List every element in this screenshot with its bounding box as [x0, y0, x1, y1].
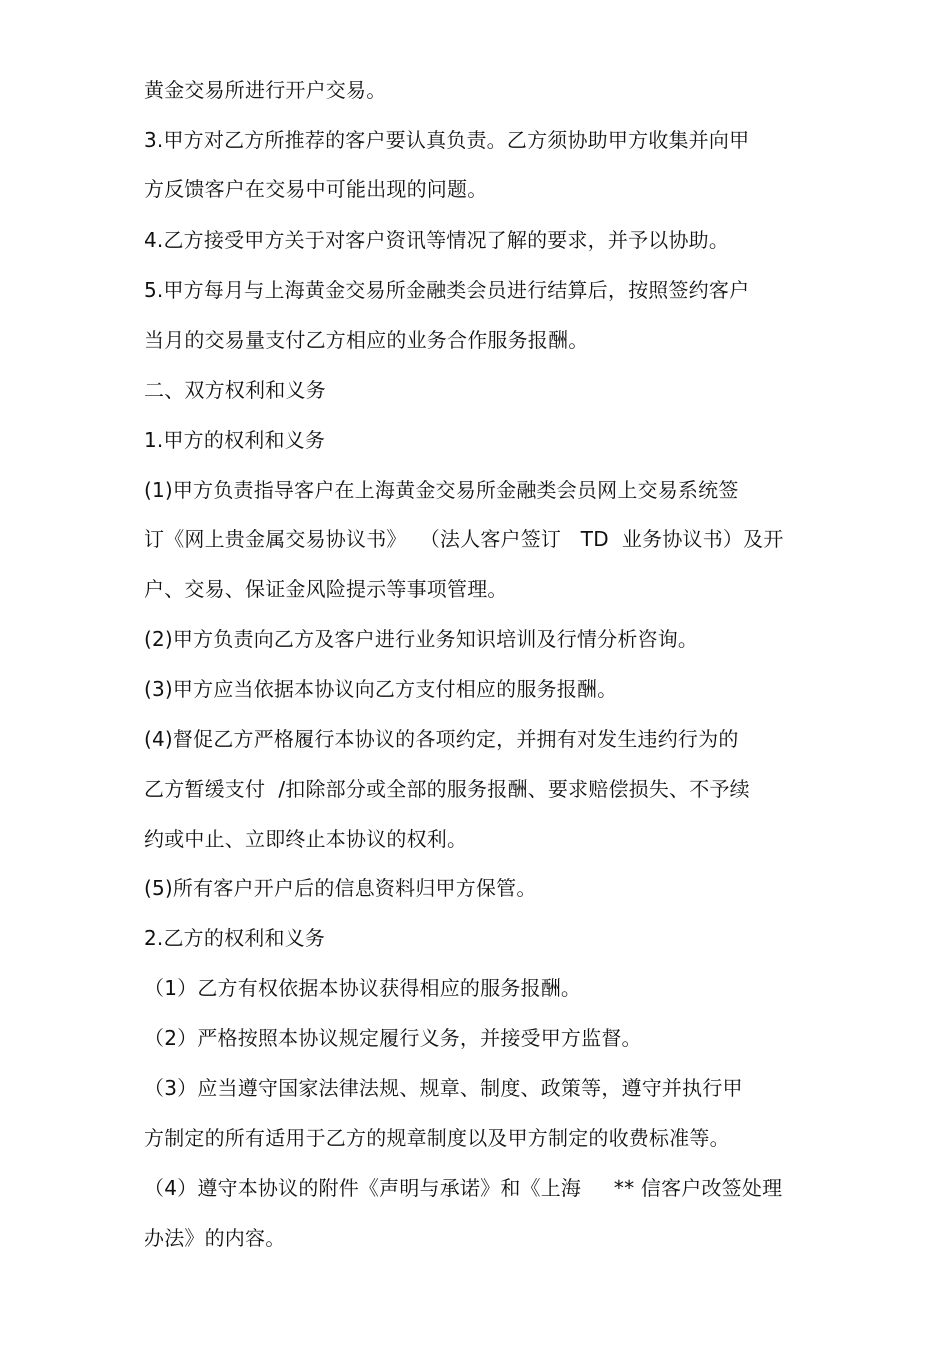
text-line: 黄金交易所进行开户交易。 — [144, 78, 387, 102]
text-line: 户、交易、保证金风险提示等事项管理。 — [144, 577, 508, 601]
text-line: (4)督促乙方严格履行本协议的各项约定，并拥有对发生违约行为的 — [144, 727, 739, 751]
text-line: (2)甲方负责向乙方及客户进行业务知识培训及行情分析咨询。 — [144, 627, 699, 651]
text-line: （1）乙方有权依据本协议获得相应的服务报酬。 — [144, 976, 582, 1000]
text-line: 4.乙方接受甲方关于对客户资讯等情况了解的要求，并予以协助。 — [144, 228, 730, 252]
text-line: （2）严格按照本协议规定履行义务，并接受甲方监督。 — [144, 1026, 642, 1050]
text-line: 5.甲方每月与上海黄金交易所金融类会员进行结算后，按照签约客户 — [144, 278, 750, 302]
text-line: （3）应当遵守国家法律法规、规章、制度、政策等，遵守并执行甲 — [144, 1076, 743, 1100]
subsection-heading: 1.甲方的权利和义务 — [144, 428, 326, 452]
text-line: 方反馈客户在交易中可能出现的问题。 — [144, 177, 488, 201]
text-line: (5)所有客户开户后的信息资料归甲方保管。 — [144, 876, 537, 900]
text-line: 约或中止、立即终止本协议的权利。 — [144, 827, 468, 851]
text-line: 办法》的内容。 — [144, 1226, 286, 1250]
section-heading: 二、双方权利和义务 — [144, 378, 326, 402]
text-line: （4）遵守本协议的附件《声明与承诺》和《上海 ** 信客户改签处理 — [144, 1176, 783, 1200]
text-line: 订《网上贵金属交易协议书》 （法人客户签订 TD 业务协议书）及开 — [144, 527, 784, 551]
text-line: 方制定的所有适用于乙方的规章制度以及甲方制定的收费标准等。 — [144, 1126, 730, 1150]
text-line: 当月的交易量支付乙方相应的业务合作服务报酬。 — [144, 328, 589, 352]
subsection-heading: 2.乙方的权利和义务 — [144, 926, 326, 950]
text-line: 乙方暂缓支付 /扣除部分或全部的服务报酬、要求赔偿损失、不予续 — [144, 777, 750, 801]
text-line: (3)甲方应当依据本协议向乙方支付相应的服务报酬。 — [144, 677, 618, 701]
text-line: 3.甲方对乙方所推荐的客户要认真负责。乙方须协助甲方收集并向甲 — [144, 128, 750, 152]
text-line: (1)甲方负责指导客户在上海黄金交易所金融类会员网上交易系统签 — [144, 478, 739, 502]
